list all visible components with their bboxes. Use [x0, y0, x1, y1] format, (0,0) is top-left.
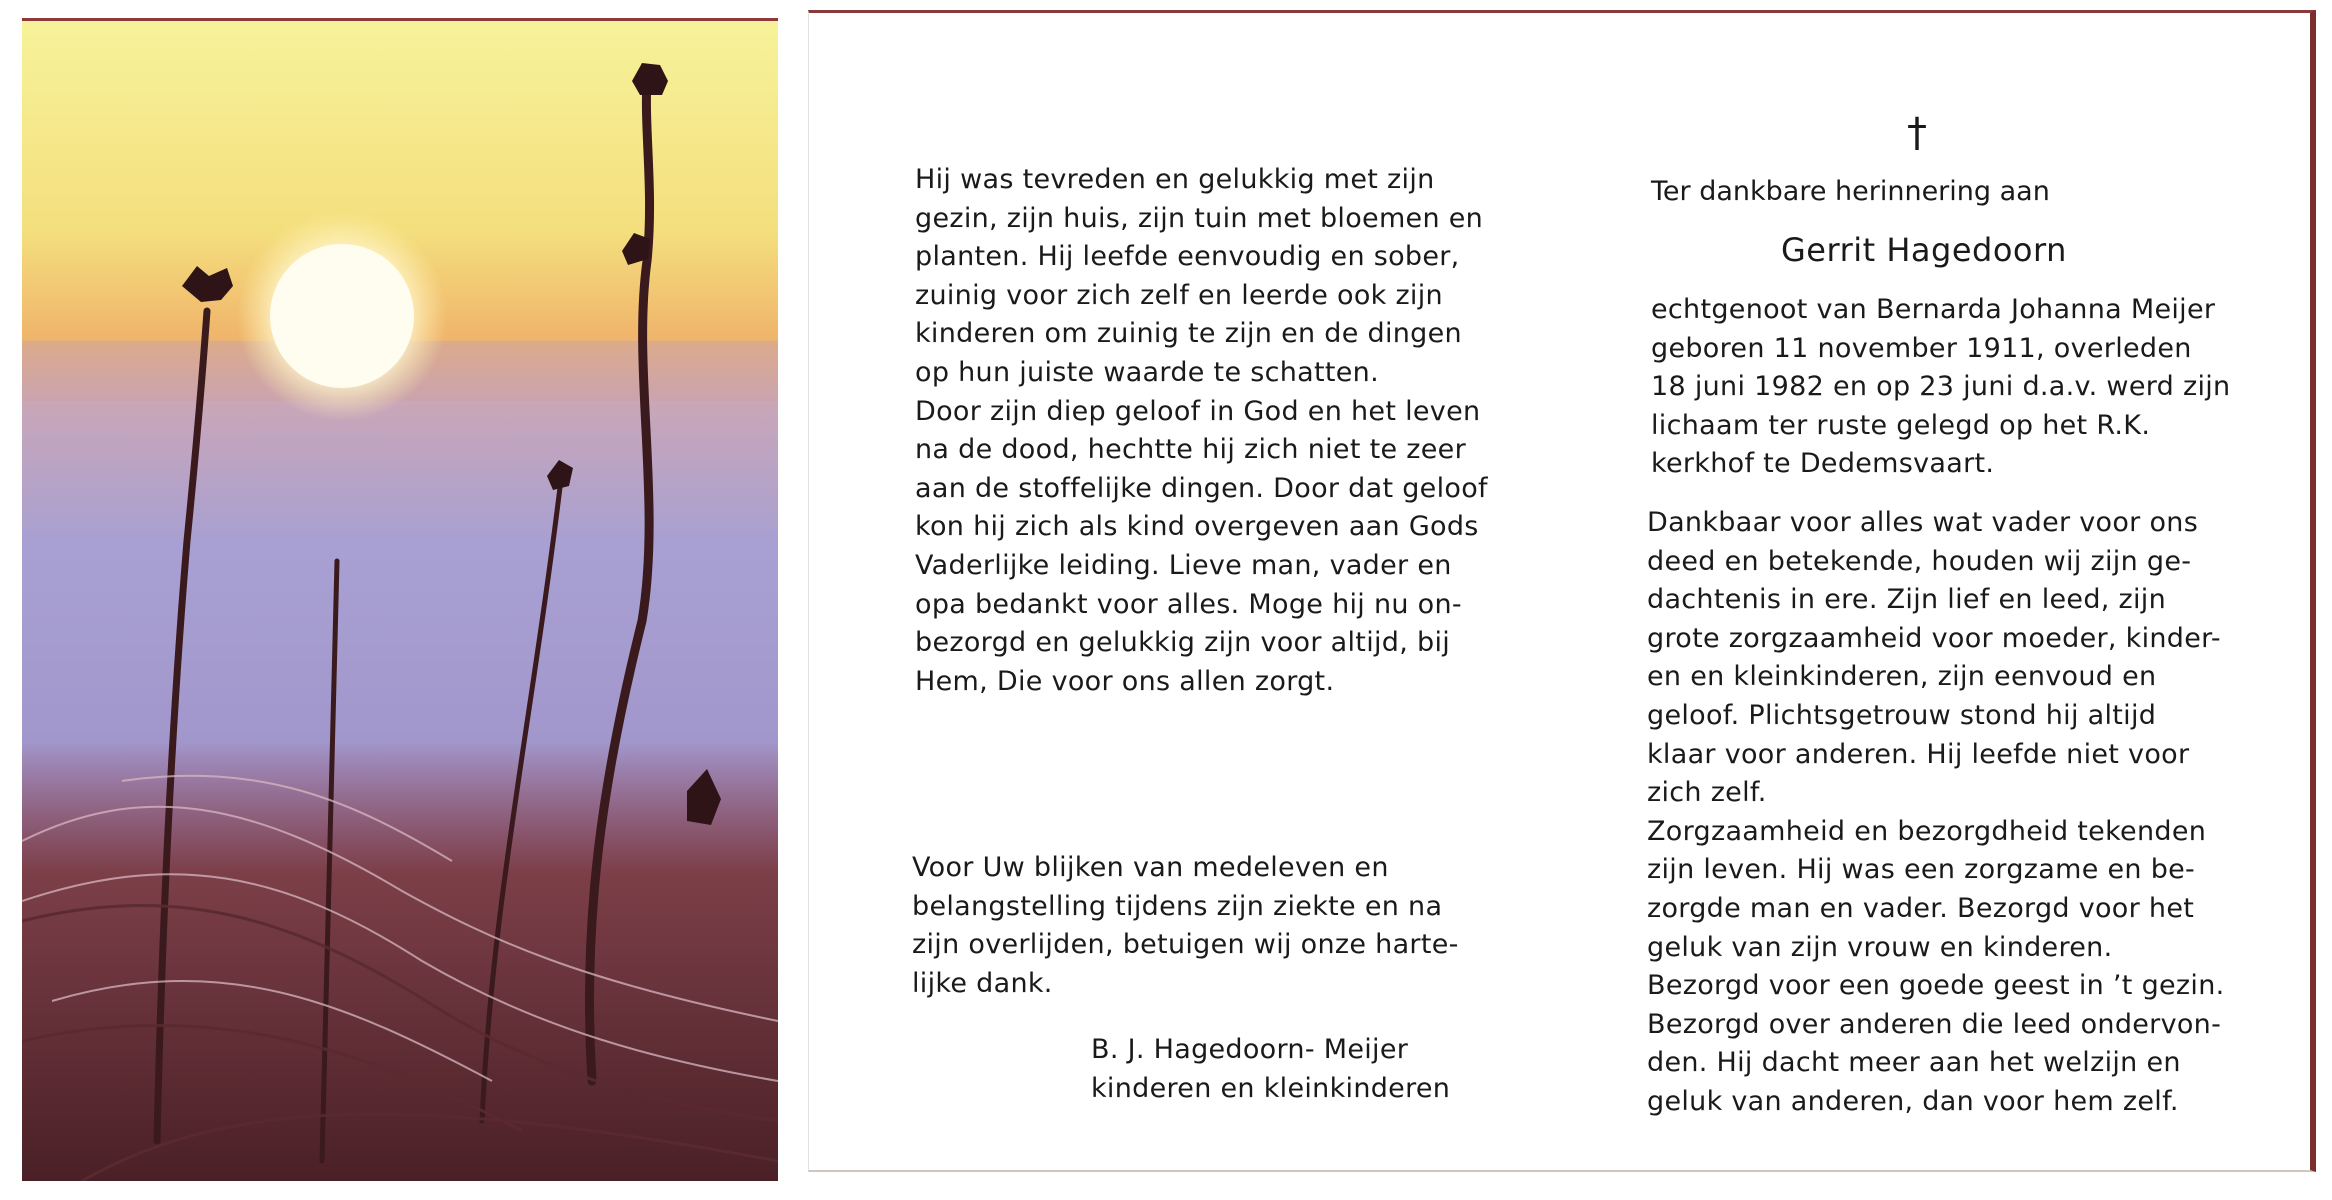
memorial-photo	[22, 18, 778, 1181]
tribute-paragraph: Dankbaar voor alles wat vader voor ons deed en betekende, houden wij zijn ge- dachtenis in ere. Zijn lief en leed, zijn grote zorgzaamheid voor moeder, kinder- en en kleinkinderen, zijn eenvoud en geloof. Plichtsgetrouw stond hij altijd klaar voor anderen. Hij leefde niet voor zich zelf. Zorgzaamheid en bezorgdheid tekenden zijn leven. Hij was een zorgzame en be- zorgde man en vader. Bezorgd voor het geluk van zijn vrouw en kinderen. Bezorgd voor een goede geest in ’t gezin. Bezorgd over anderen die leed ondervon- den. Hij dacht meer aan het welzijn en geluk van anderen, dan voor hem zelf.	[1647, 507, 2225, 1117]
cross-icon: †	[1907, 110, 1927, 156]
intro-paragraph: Hij was tevreden en gelukkig met zijn gezin, zijn huis, zijn tuin met bloemen en planten. Hij leefde eenvoudig en sober, zuinig voor zich zelf en leerde ook zijn kinderen om zuinig te zijn en de dingen op hun juiste waarde te schatten. Door zijn diep geloof in God en het leven na de dood, hechtte hij zich niet te zeer aan de stoffelijke dingen. Door dat geloof kon hij zich als kind overgeven aan Gods Vaderlijke leiding. Lieve man, vader en opa bedankt voor alles. Moge hij nu on- bezorgd en gelukkig zijn voor altijd, bij Hem, Die voor ons allen zorgt.	[915, 164, 1488, 697]
remembrance-heading: Ter dankbare herinnering aan	[1651, 176, 2050, 207]
thanks-paragraph: Voor Uw blijken van medeleven en belangstelling tijdens zijn ziekte en na zijn overlijden, betuigen wij onze harte- lijke dank.	[912, 852, 1459, 999]
card-inner-page	[808, 10, 2316, 1172]
biography-paragraph: echtgenoot van Bernarda Johanna Meijer geboren 11 november 1911, overleden 18 juni 1982 en op 23 juni d.a.v. werd zijn lichaam ter ruste gelegd op het R.K. kerkhof te Dedemsvaart.	[1651, 294, 2231, 480]
sunset-grass-image	[22, 21, 778, 1181]
family-signature: B. J. Hagedoorn- Meijer kinderen en kleinkinderen	[1091, 1034, 1451, 1104]
deceased-name: Gerrit Hagedoorn	[1781, 231, 2067, 269]
